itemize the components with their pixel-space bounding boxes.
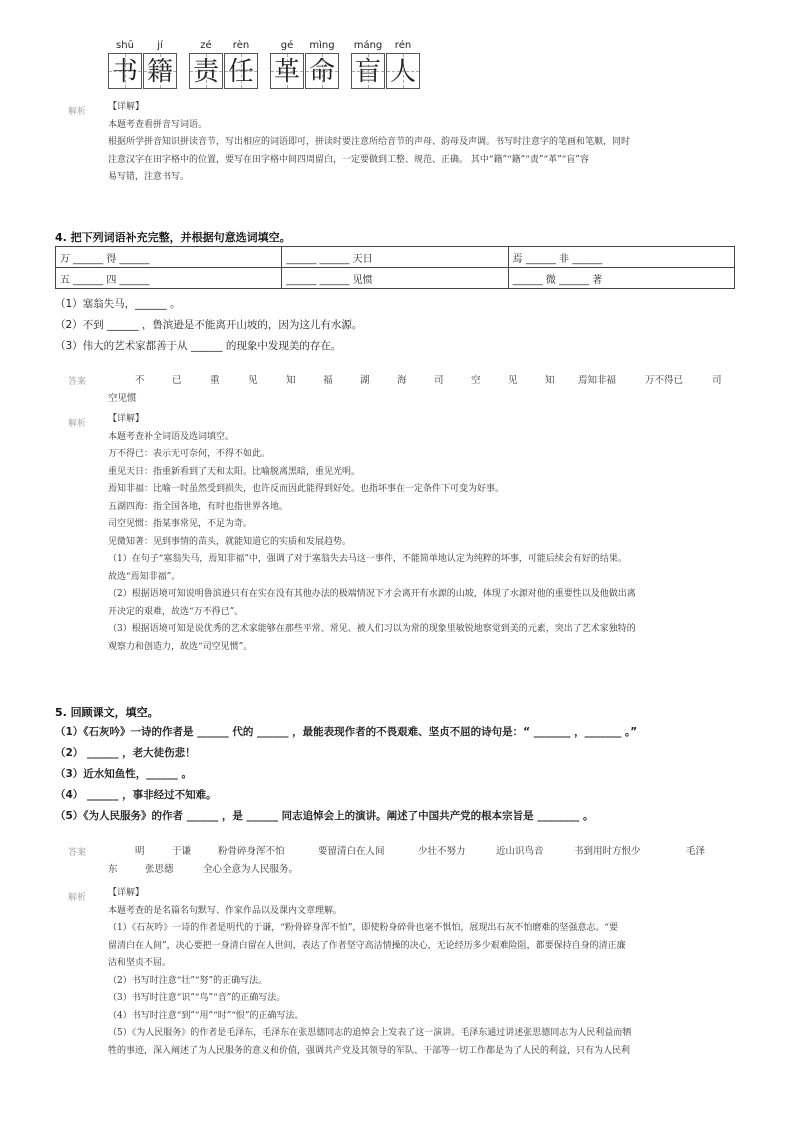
written-char: 盲 <box>354 57 381 87</box>
pinyin-syllable: gé <box>280 40 294 51</box>
q4-answer-word: 已 <box>172 375 182 386</box>
tianzige-cell <box>224 53 258 89</box>
analysis-line: 留清白在人间”，决心要把一身清白留在人世间，表达了作者坚守高洁情操的决心，无论经历多少艰难险阻，都要保持自身的清正廉 <box>108 940 626 951</box>
analysis-line: 焉知非福：比喻一时虽然受到损失，也许反而因此能得到好处。也指坏事在一定条件下可变为好事。 <box>108 484 505 494</box>
analysis-line: 开决定的艰难，故选“万不得已”。 <box>108 606 244 617</box>
q4-answer-word: 见 <box>248 375 258 386</box>
pinyin-syllable: jí <box>157 40 163 51</box>
q4-answer-word: 福 <box>323 375 333 386</box>
q4-answer-word: 焉知非福 <box>578 375 617 386</box>
table-cell: ______ ______ 天日 <box>282 247 508 268</box>
written-char: 责 <box>192 57 219 87</box>
detail-heading: 【详解】 <box>108 888 145 898</box>
q4-answer-word: 湖 <box>360 375 370 386</box>
pinyin-syllable: shū <box>116 40 134 51</box>
q5-answer-word: 明 <box>135 846 145 857</box>
q5-title: 5. 回顾课文，填空。 <box>55 706 159 719</box>
q4-answer-word: 见 <box>508 375 518 386</box>
analysis-line: 五湖四海：指全国各地，有时也指世界各地。 <box>108 501 289 512</box>
analysis-line: （4）书写时注意“到”“用”“时”“恨”的正确写法。 <box>108 1010 304 1021</box>
analysis-line: 本题考查看拼音写词语。 <box>108 119 208 130</box>
analysis-line: 司空见惯：指某事常见，不足为奇。 <box>108 519 253 529</box>
q5-line: （4） ______ ，事非经过不知难。 <box>55 789 217 801</box>
q5-answer-word: 东 <box>108 864 118 875</box>
analysis-line: 洁和坚贞不屈。 <box>108 958 172 968</box>
q4-answer-word: 知 <box>286 375 296 386</box>
pinyin-syllable: zé <box>200 40 212 51</box>
detail-heading: 【详解】 <box>108 102 145 112</box>
q4-sentence: （2）不到 ______ ，鲁滨逊是不能离开山坡的，因为这儿有水源。 <box>55 319 363 331</box>
q4-sentence: （3）伟大的艺术家都善于从 ______ 的现象中发现美的存在。 <box>55 340 342 352</box>
written-char: 革 <box>273 57 300 87</box>
analysis-line: 本题考查补全词语及选词填空。 <box>108 431 235 442</box>
q5-answer-word: 全心全意为人民服务。 <box>203 864 299 875</box>
analysis-label: 解析 <box>68 107 87 117</box>
tianzige-cell <box>143 53 177 89</box>
q4-answer-word: 空 <box>471 375 481 386</box>
q5-answer-word: 书到用时方恨少 <box>574 846 641 857</box>
q4-answer-word: 重 <box>210 375 220 386</box>
q5-line: （5）《为人民服务》的作者 ______ ，是 ______ 同志追悼会上的演讲。阐述了中国共产党的根本宗旨是 ________ 。 <box>55 810 594 822</box>
written-char: 籍 <box>146 57 173 87</box>
analysis-line: （2）书写时注意“壮”“努”的正确写法。 <box>108 975 268 986</box>
analysis-label: 解析 <box>68 893 87 903</box>
q5-answer-word: 粉骨碎身浑不怕 <box>218 846 285 857</box>
analysis-line: 本题考查的是名篇名句默写、作家作品以及课内文章理解。 <box>108 905 343 916</box>
written-char: 任 <box>227 57 254 87</box>
analysis-line: 易写错，注意书写。 <box>108 172 190 182</box>
tianzige-cell <box>189 53 223 89</box>
q5-answer-word: 要留清白在人间 <box>318 846 385 857</box>
q4-answer-word: 万不得已 <box>645 375 684 386</box>
q4-answer-word: 空见惯 <box>108 393 137 404</box>
q4-answer-word: 司 <box>434 375 444 386</box>
q4-sentence: （1）塞翁失马，______ 。 <box>55 298 181 310</box>
q4-answer-word: 海 <box>397 375 407 386</box>
answer-label: 答案 <box>68 848 87 858</box>
q4-title: 4. 把下列词语补充完整，并根据句意选词填空。 <box>55 231 291 244</box>
q4-answer-word: 司 <box>712 375 722 386</box>
q5-answer-word: 少壮不努力 <box>418 846 466 857</box>
pinyin-syllable: mìng <box>309 40 335 51</box>
table-cell: 五 ______ 四 ______ <box>56 268 282 289</box>
analysis-line: （2）根据语境可知说明鲁滨逊只有在实在没有其他办法的极端情况下才会离开有水源的山坡，体现了水源对他的重要性以及他做出离 <box>108 589 636 599</box>
written-char: 书 <box>111 57 138 87</box>
table-cell: ______ 微 ______ 著 <box>508 268 734 289</box>
analysis-line: （1）《石灰吟》一诗的作者是明代的于谦，“粉骨碎身浑不怕”，即使粉身碎骨也毫不惧怕，展现出石灰不怕磨难的坚强意志。“要 <box>108 923 619 933</box>
q5-answer-word: 于谦 <box>172 846 192 857</box>
analysis-label: 解析 <box>68 419 87 429</box>
pinyin-syllable: rèn <box>232 40 250 51</box>
q5-answer-word: 毛泽 <box>686 846 706 857</box>
analysis-line: 牲的事迹，深入阐述了为人民服务的意义和价值，强调共产党及其领导的军队、干部等一切工作都是为了人民的利益，只有为人民利 <box>108 1045 631 1056</box>
analysis-line: （3）书写时注意“识”“鸟”“音”的正确写法。 <box>108 993 286 1003</box>
written-char: 命 <box>308 57 335 87</box>
tianzige-cell <box>270 53 304 89</box>
q5-answer-word: 张思德 <box>145 864 174 875</box>
q5-analysis <box>108 885 631 1060</box>
q5-line: （3）近水知鱼性，______ 。 <box>55 768 192 780</box>
q3-analysis <box>108 99 630 187</box>
q4-analysis <box>108 411 636 656</box>
q5-line: （1）《石灰吟》一诗的作者是 ______ 代的 ______ ，最能表现作者的不畏艰难、坚贞不屈的诗句是：“ _______ ，_______ 。” <box>55 726 638 738</box>
table-cell: 万 ______ 得 ______ <box>56 247 282 268</box>
analysis-line: 万不得已：表示无可奈何，不得不如此。 <box>108 449 271 459</box>
q4-answer-word: 知 <box>545 375 555 386</box>
tianzige-cell <box>108 53 142 89</box>
analysis-line: （1）在句子“塞翁失马，焉知非福”中，强调了对于塞翁失去马这一事件，不能简单地认定为纯粹的坏事，可能后续会有好的结果。 <box>108 554 627 564</box>
q5-line: （2） ______ ，老大徒伤悲！ <box>55 747 196 759</box>
tianzige-cell <box>305 53 339 89</box>
analysis-line: （3）根据语境可知是说优秀的艺术家能够在那些平常、常见、被人们习以为常的现象里敏锐地察觉到美的元素，突出了艺术家独特的 <box>108 624 636 634</box>
written-char: 人 <box>389 57 416 87</box>
detail-heading: 【详解】 <box>108 414 145 424</box>
q4-word-table <box>55 246 735 289</box>
analysis-line: （5）《为人民服务》的作者是毛泽东，毛泽东在张思德同志的追悼会上发表了这一演讲。毛泽东通过讲述张思德同志为人民利益而牺 <box>108 1028 632 1038</box>
q5-answer-word: 近山识鸟音 <box>496 846 544 857</box>
table-row <box>56 268 735 289</box>
pinyin-syllable: máng <box>353 40 383 51</box>
analysis-line: 故选“焉知非福”。 <box>108 571 181 582</box>
analysis-line: 观察力和创造力，故选“司空见惯”。 <box>108 641 253 652</box>
analysis-line: 见微知著：见到事情的苗头，就能知道它的实质和发展趋势。 <box>108 536 352 547</box>
table-row <box>56 247 735 268</box>
tianzige-cell <box>386 53 420 89</box>
analysis-line: 重见天日：指重新看到了天和太阳。比喻脱离黑暗，重见光明。 <box>108 466 361 477</box>
analysis-line: 根据所学拼音知识拼读音节，写出相应的词语即可，拼读时要注意所给音节的声母、韵母及声调。书写时注意字的笔画和笔顺，同时 <box>108 137 631 147</box>
pinyin-syllable: rén <box>394 40 412 51</box>
table-cell: ______ ______ 见惯 <box>282 268 508 289</box>
tianzige-cell <box>351 53 385 89</box>
q4-answer-word: 不 <box>135 375 145 386</box>
analysis-line: 注意汉字在田字格中的位置，要写在田字格中间四周留白，一定要做到工整、规范、正确。 其中“籍”“籍”“责”“革”“盲”容 <box>108 154 589 165</box>
table-cell: 焉 ______ 非 ______ <box>508 247 734 268</box>
answer-label: 答案 <box>68 377 87 387</box>
